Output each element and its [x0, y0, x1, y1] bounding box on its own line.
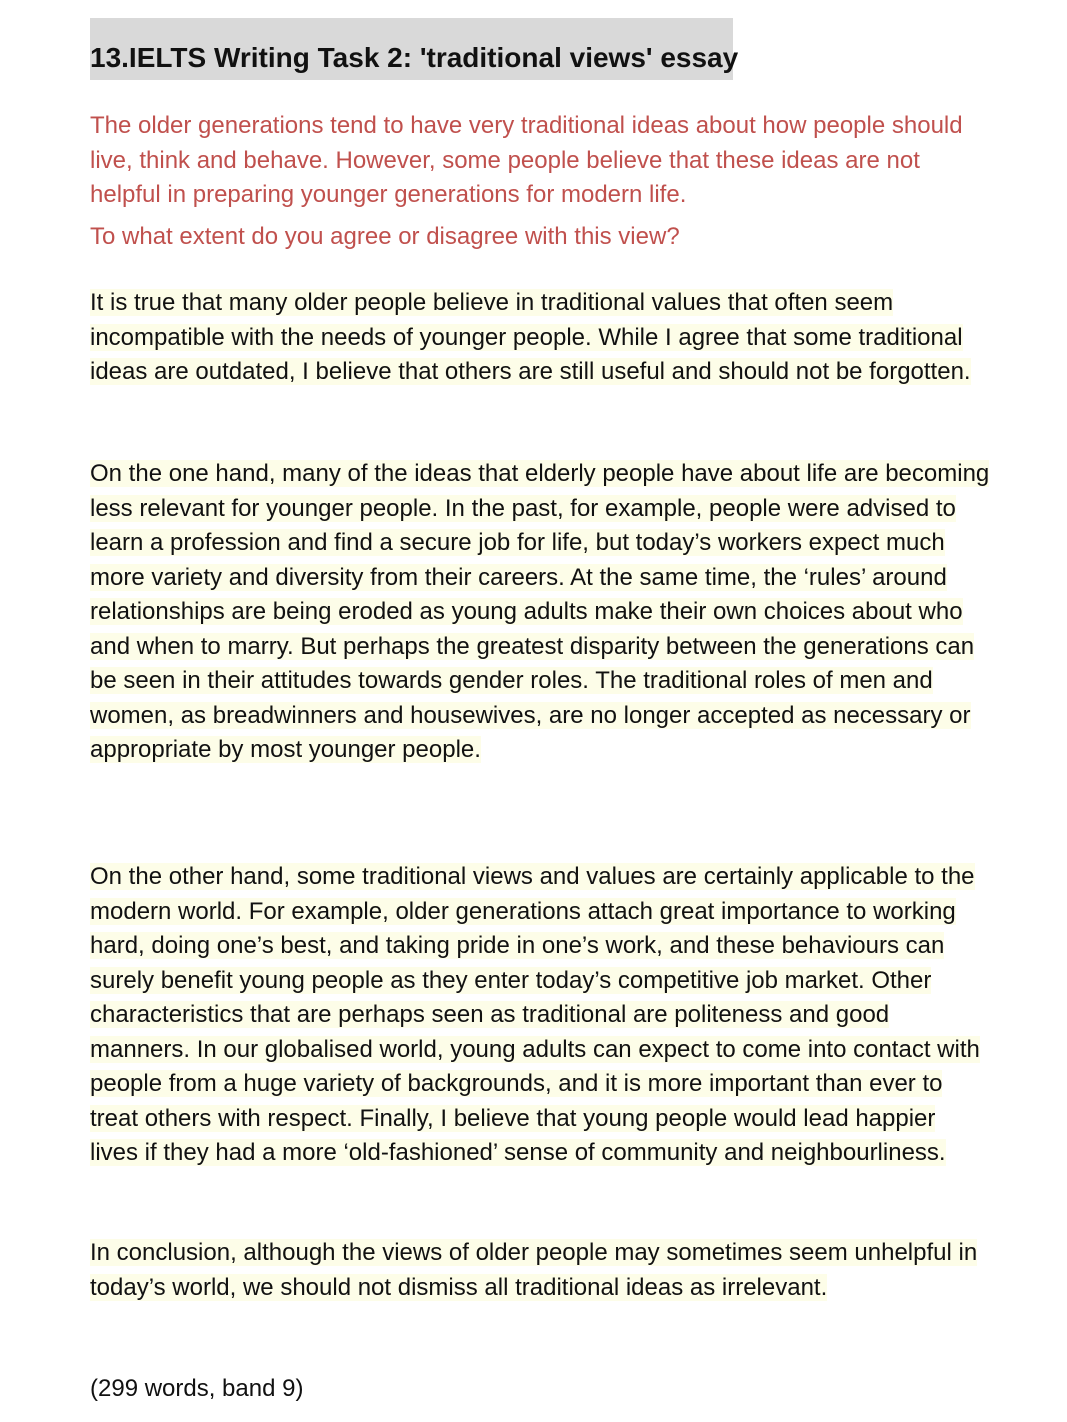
essay-prompt: The older generations tend to have very traditional ideas about how people should live, think and behave. However, some people believe that these ideas are not helpful in preparing younger generations for modern life.	[90, 112, 963, 208]
word-count-note: (299 words, band 9)	[90, 1375, 304, 1402]
essay-body-paragraph-1	[90, 457, 990, 768]
page-title: 13.IELTS Writing Task 2: 'traditional views' essay	[90, 42, 739, 73]
essay-body-paragraph-2	[90, 860, 990, 1171]
essay-question: To what extent do you agree or disagree with this view?	[90, 223, 680, 250]
essay-introduction	[90, 286, 990, 390]
conclusion-text: In conclusion, although the views of older people may sometimes seem unhelpful in today’s world, we should not dismiss all traditional ideas as irrelevant.	[90, 1239, 978, 1301]
introduction-text: It is true that many older people believe in traditional values that often seem incompatible with the needs of younger people. While I agree that some traditional ideas are outdated, I believe that others are still useful and should not be forgotten.	[90, 289, 971, 385]
body-paragraph-1-text: On the one hand, many of the ideas that elderly people have about life are becoming less relevant for younger people. In the past, for example, people were advised to learn a profession and find a secure job for life, but today’s workers expect much more variety and diversity from their careers. At the same time, the ‘rules’ around relationships are being eroded as young adults make their own choices about who and when to marry. But perhaps the greatest disparity between the generations can be seen in their attitudes towards gender roles. The traditional roles of men and women, as breadwinners and housewives, are no longer accepted as necessary or appropriate by most younger people.	[90, 460, 990, 763]
body-paragraph-2-text: On the other hand, some traditional views and values are certainly applicable to the modern world. For example, older generations attach great importance to working hard, doing one’s best, and taking pride in one’s work, and these behaviours can surely benefit young people as they enter today’s competitive job market. Other characteristics that are perhaps seen as traditional are politeness and good manners. In our globalised world, young adults can expect to come into contact with people from a huge variety of backgrounds, and it is more important than ever to treat others with respect. Finally, I believe that young people would lead happier lives if they had a more ‘old-fashioned’ sense of community and neighbourliness.	[90, 863, 980, 1166]
essay-conclusion	[90, 1236, 990, 1305]
